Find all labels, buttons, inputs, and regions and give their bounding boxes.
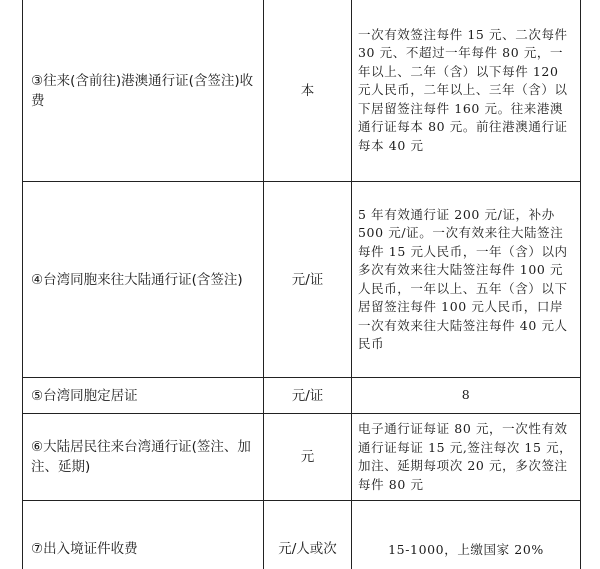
row-2-desc	[352, 182, 581, 378]
row-1-name-text: ③往来(含前往)港澳通行证(含签注)收费	[31, 72, 254, 109]
row-3-unit-text: 元/证	[291, 387, 324, 404]
row-2-desc-text: 5 年有效通行证 200 元/证，补办 500 元/证。一次有效来往大陆签注每件 15 元人民币，一年（含）以内多次有效来往大陆签注每件 100 元人民币，一年以上、五年（含）以下居留签注每件 100 元人民币，口岸一次有效来往大陆签注每件 40 元人民币	[358, 206, 568, 351]
row-4-desc-text: 电子通行证每证 80 元，一次性有效通行证每证 15 元,签注每次 15 元，加注、延期每项次 20 元，多次签注每件 80 元	[358, 421, 573, 492]
row-4-desc	[352, 414, 581, 501]
row-3-name	[23, 378, 264, 414]
row-4-unit-text: 元	[300, 449, 315, 465]
row-2-unit	[264, 182, 352, 378]
row-4-name-text: ⑥大陆居民往来台湾通行证(签注、加注、延期)	[31, 439, 251, 475]
row-4-name	[23, 414, 264, 501]
row-5-unit	[264, 501, 352, 569]
row-5-name-text: ⑦出入境证件收费	[31, 541, 138, 557]
row-2-name	[23, 182, 264, 378]
row-1-name	[23, 0, 264, 182]
fee-table	[22, 0, 581, 569]
row-1-unit-text: 本	[300, 82, 315, 99]
row-1-desc	[352, 0, 581, 182]
row-5-desc-text: 15-1000，上缴国家 20%	[388, 541, 544, 557]
row-1-unit	[264, 0, 352, 182]
row-1-desc-text: 一次有效签注每件 15 元、二次每件 30 元、不超过一年每件 80 元，一年以上、二年（含）以下每件 120 元人民币，二年以上、三年（含）以下居留签注每件 160 元。往来港澳通行证每本 80 元。前往港澳通行证每本 40 元	[358, 26, 568, 153]
row-2-name-text: ④台湾同胞来往大陆通行证(含签注)	[31, 271, 243, 288]
row-3-name-text: ⑤台湾同胞定居证	[31, 387, 138, 404]
row-3-desc	[352, 378, 581, 414]
row-5-unit-text: 元/人或次	[278, 541, 337, 557]
row-5-name	[23, 501, 264, 569]
row-3-desc-text: 8	[461, 387, 471, 403]
row-5-desc	[352, 501, 581, 569]
row-2-unit-text: 元/证	[291, 271, 324, 288]
row-3-unit	[264, 378, 352, 414]
row-4-unit	[264, 414, 352, 501]
